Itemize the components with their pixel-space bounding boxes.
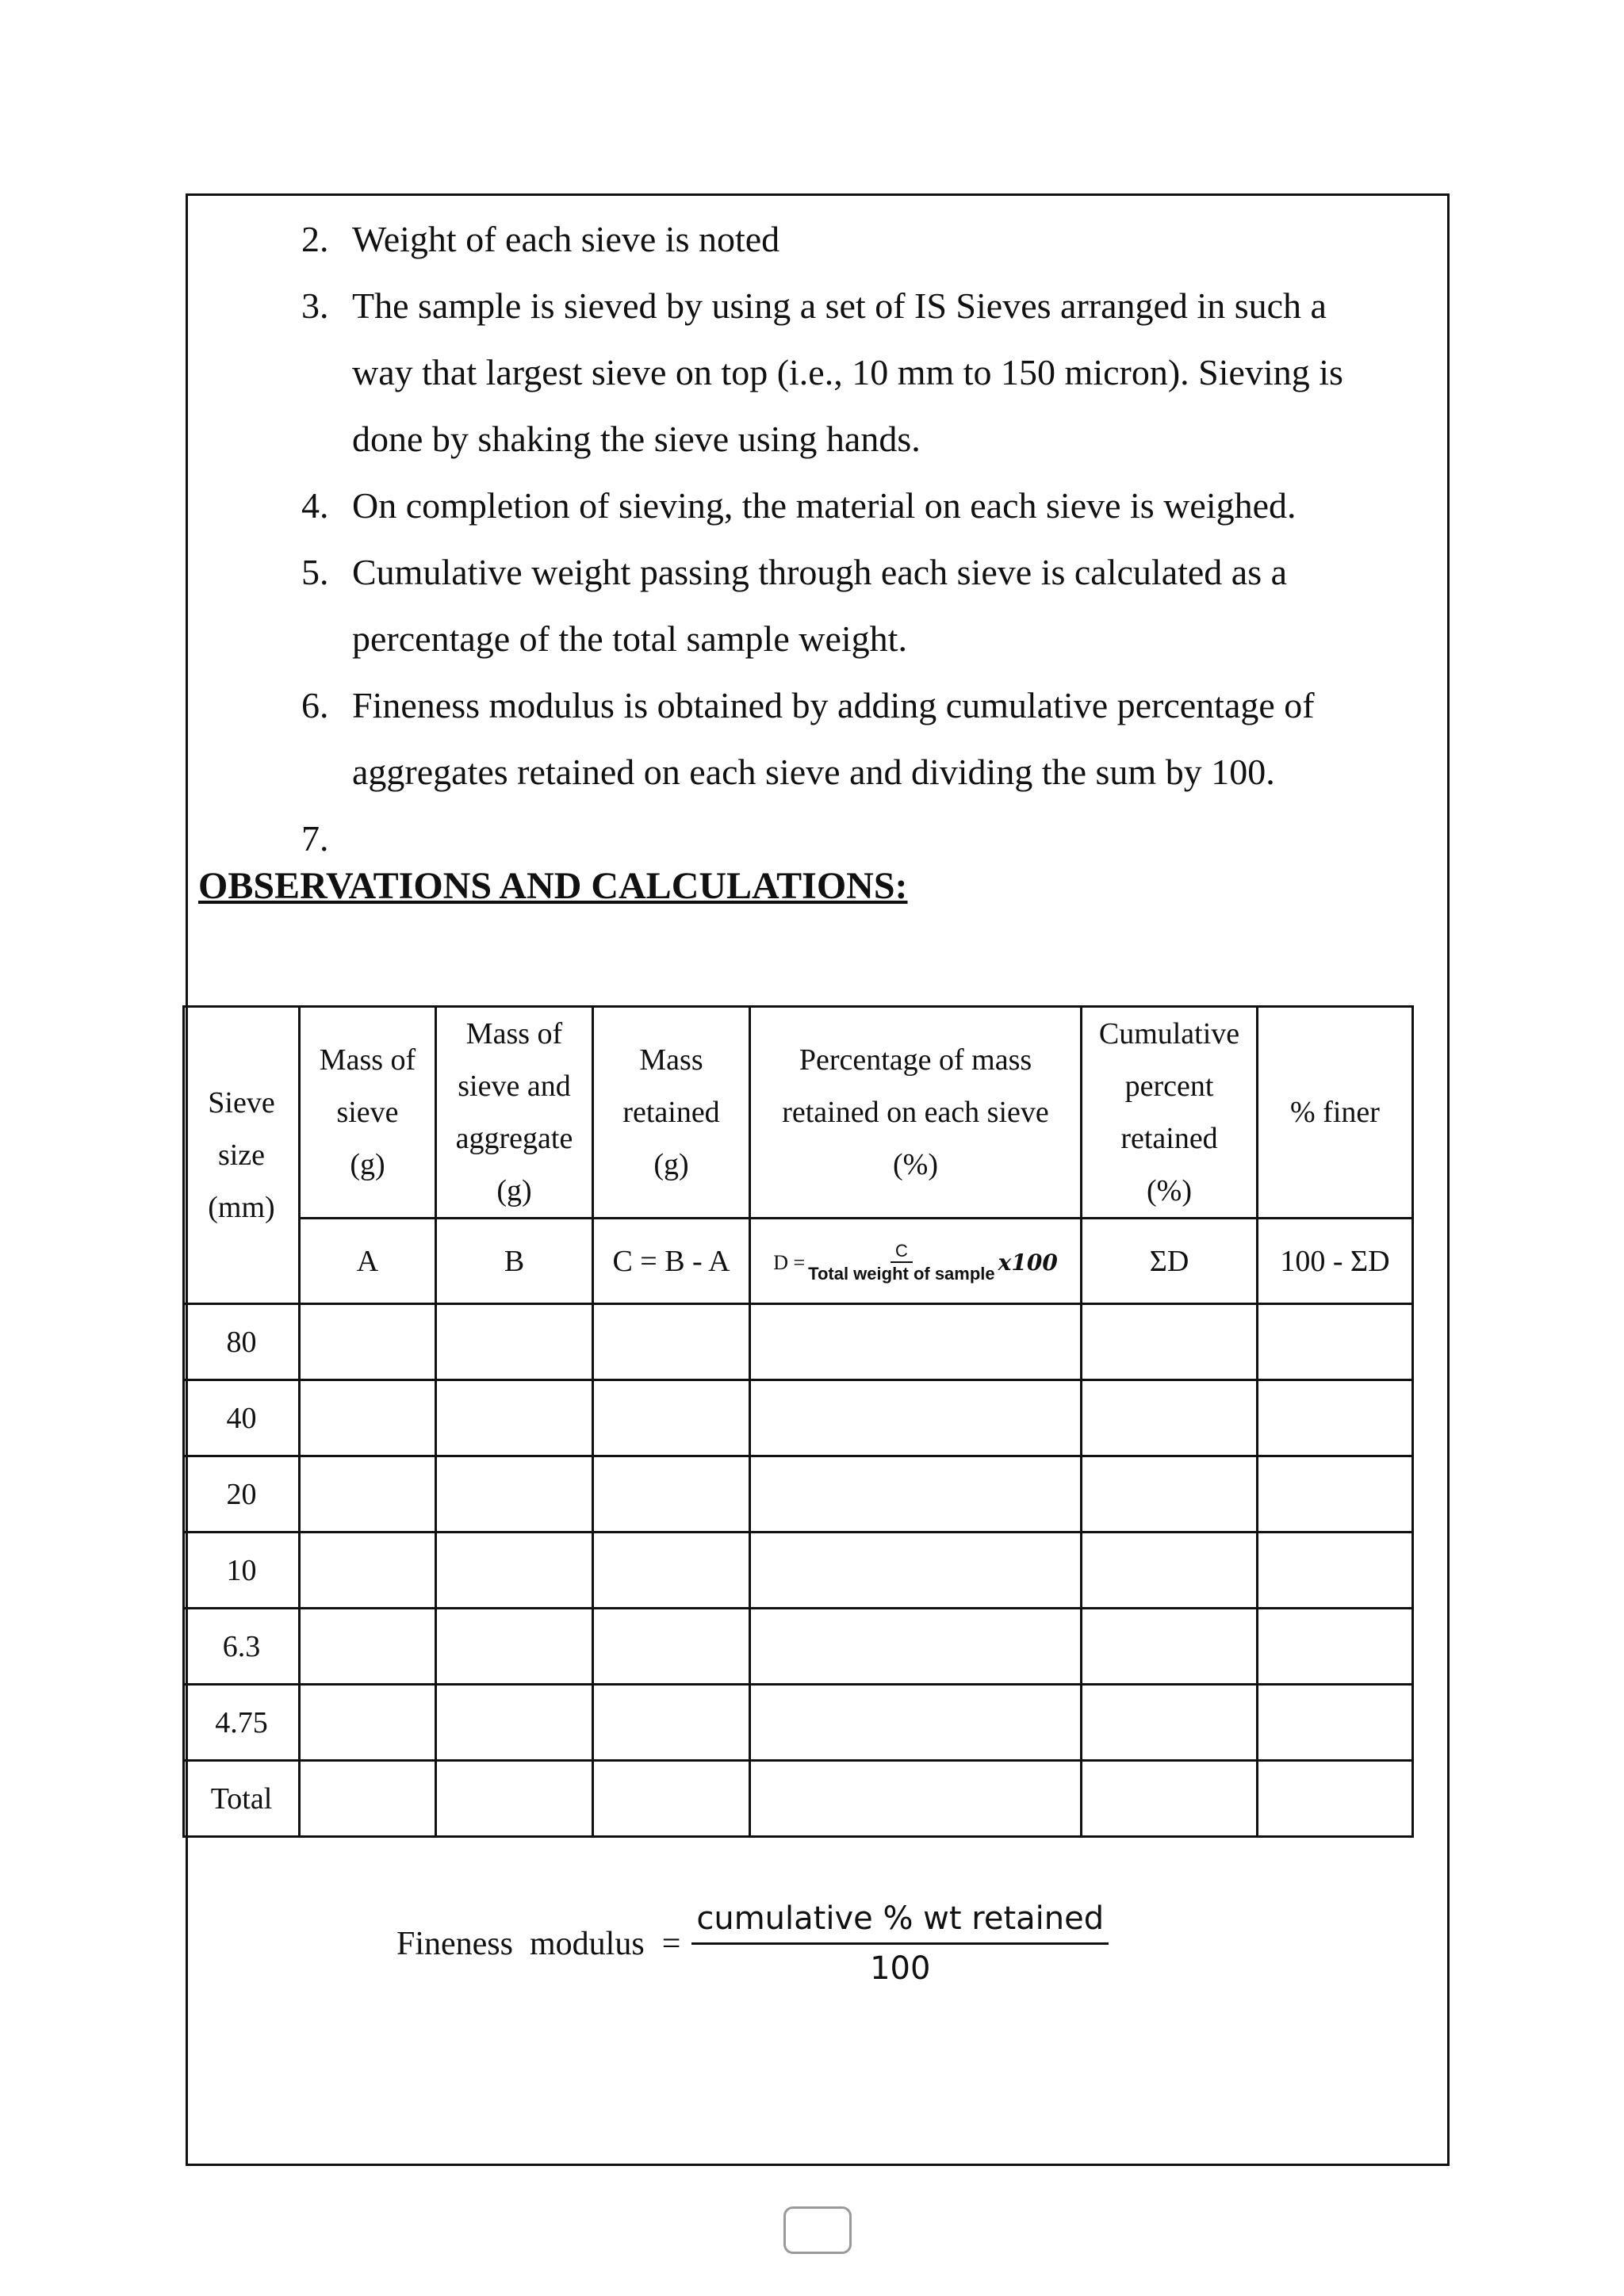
procedure-step bbox=[301, 672, 1427, 806]
input-cell[interactable] bbox=[750, 1533, 1082, 1609]
header-row bbox=[184, 1007, 1413, 1219]
header-mass-sieve-aggregate bbox=[436, 1007, 593, 1219]
header-mass-retained bbox=[593, 1007, 750, 1219]
procedure-step bbox=[301, 539, 1427, 672]
header-line: (g) bbox=[350, 1148, 385, 1181]
section-heading: OBSERVATIONS AND CALCULATIONS: bbox=[198, 865, 908, 907]
step-line: The sample is sieved by using a set of IS Sieves arranged in such a bbox=[352, 285, 1327, 326]
input-cell[interactable] bbox=[1258, 1380, 1413, 1456]
sieve-size-cell: 6.3 bbox=[184, 1609, 300, 1685]
step-line: Cumulative weight passing through each sieve is calculated as a bbox=[352, 552, 1288, 592]
step-text bbox=[352, 206, 1427, 273]
header-line: (g) bbox=[496, 1174, 532, 1207]
input-cell[interactable] bbox=[300, 1533, 436, 1609]
header-mass-of-sieve bbox=[300, 1007, 436, 1219]
d-fraction bbox=[808, 1241, 995, 1285]
input-cell[interactable] bbox=[593, 1761, 750, 1837]
header-line: sieve bbox=[336, 1096, 399, 1129]
input-cell[interactable] bbox=[1258, 1304, 1413, 1380]
input-cell[interactable] bbox=[436, 1533, 593, 1609]
step-number: 7. bbox=[301, 818, 329, 859]
step-number: 4. bbox=[301, 485, 329, 526]
table-row bbox=[184, 1533, 1413, 1609]
input-cell[interactable] bbox=[750, 1761, 1082, 1837]
header-line: retained bbox=[1120, 1122, 1218, 1155]
header-line: (mm) bbox=[208, 1191, 275, 1224]
input-cell[interactable] bbox=[1082, 1456, 1258, 1533]
header-sieve-size bbox=[184, 1007, 300, 1304]
step-line: Fineness modulus is obtained by adding cumulative percentage of bbox=[352, 685, 1315, 725]
header-line: (%) bbox=[1147, 1174, 1192, 1207]
symbol-sum-d: ΣD bbox=[1082, 1219, 1258, 1304]
input-cell[interactable] bbox=[1082, 1533, 1258, 1609]
input-cell[interactable] bbox=[1082, 1380, 1258, 1456]
table-row bbox=[184, 1456, 1413, 1533]
input-cell[interactable] bbox=[1082, 1304, 1258, 1380]
symbol-a: A bbox=[300, 1219, 436, 1304]
step-text bbox=[352, 273, 1427, 473]
fineness-numerator: cumulative % wt retained bbox=[691, 1895, 1109, 1945]
total-label-cell: Total bbox=[184, 1761, 300, 1837]
header-line: Cumulative bbox=[1098, 1017, 1240, 1050]
step-text bbox=[352, 539, 1427, 672]
input-cell[interactable] bbox=[436, 1685, 593, 1761]
page-number-box bbox=[783, 2206, 852, 2254]
table-row bbox=[184, 1304, 1413, 1380]
step-line: On completion of sieving, the material on each sieve is weighed. bbox=[352, 485, 1297, 526]
input-cell[interactable] bbox=[436, 1456, 593, 1533]
d-multiplier: x100 bbox=[998, 1249, 1058, 1276]
fineness-modulus-formula bbox=[396, 1895, 1109, 1992]
input-cell[interactable] bbox=[300, 1685, 436, 1761]
input-cell[interactable] bbox=[750, 1685, 1082, 1761]
header-cumulative-percent bbox=[1082, 1007, 1258, 1219]
sieve-size-cell: 10 bbox=[184, 1533, 300, 1609]
input-cell[interactable] bbox=[300, 1609, 436, 1685]
step-number: 2. bbox=[301, 219, 329, 259]
symbol-row bbox=[184, 1219, 1413, 1304]
symbol-b: B bbox=[436, 1219, 593, 1304]
step-text bbox=[352, 672, 1427, 806]
step-line: percentage of the total sample weight. bbox=[352, 618, 907, 659]
input-cell[interactable] bbox=[750, 1456, 1082, 1533]
procedure-steps-list bbox=[301, 206, 1427, 872]
input-cell[interactable] bbox=[300, 1761, 436, 1837]
input-cell[interactable] bbox=[750, 1609, 1082, 1685]
header-line: (g) bbox=[653, 1148, 689, 1181]
header-line: % finer bbox=[1290, 1096, 1380, 1129]
input-cell[interactable] bbox=[593, 1685, 750, 1761]
fineness-fraction bbox=[691, 1895, 1109, 1992]
symbol-c: C = B - A bbox=[593, 1219, 750, 1304]
input-cell[interactable] bbox=[1258, 1609, 1413, 1685]
procedure-step bbox=[301, 473, 1427, 539]
header-line: (%) bbox=[893, 1148, 938, 1181]
input-cell[interactable] bbox=[1258, 1456, 1413, 1533]
sieve-size-cell: 4.75 bbox=[184, 1685, 300, 1761]
input-cell[interactable] bbox=[1258, 1685, 1413, 1761]
equals-sign: = bbox=[661, 1925, 681, 1962]
header-percentage-mass bbox=[750, 1007, 1082, 1219]
header-line: size bbox=[217, 1138, 266, 1172]
header-line: Mass of bbox=[465, 1017, 563, 1050]
step-number: 5. bbox=[301, 552, 329, 592]
d-numerator: C bbox=[891, 1241, 913, 1263]
sieve-size-cell: 80 bbox=[184, 1304, 300, 1380]
observation-table bbox=[182, 1005, 1414, 1838]
procedure-step bbox=[301, 806, 1427, 872]
header-line: percent bbox=[1124, 1070, 1214, 1103]
step-number: 3. bbox=[301, 285, 329, 326]
input-cell[interactable] bbox=[1082, 1609, 1258, 1685]
input-cell[interactable] bbox=[750, 1380, 1082, 1456]
input-cell[interactable] bbox=[593, 1609, 750, 1685]
input-cell[interactable] bbox=[436, 1380, 593, 1456]
step-text bbox=[352, 806, 1427, 872]
procedure-step bbox=[301, 206, 1427, 273]
step-text bbox=[352, 473, 1427, 539]
input-cell[interactable] bbox=[593, 1304, 750, 1380]
sieve-size-cell: 40 bbox=[184, 1380, 300, 1456]
input-cell[interactable] bbox=[300, 1456, 436, 1533]
input-cell[interactable] bbox=[300, 1380, 436, 1456]
input-cell[interactable] bbox=[1082, 1761, 1258, 1837]
d-denominator: Total weight of sample bbox=[808, 1263, 995, 1284]
header-line: sieve and bbox=[458, 1070, 571, 1103]
input-cell[interactable] bbox=[750, 1304, 1082, 1380]
step-line: aggregates retained on each sieve and dividing the sum by 100. bbox=[352, 752, 1275, 792]
input-cell[interactable] bbox=[436, 1761, 593, 1837]
input-cell[interactable] bbox=[593, 1380, 750, 1456]
input-cell[interactable] bbox=[593, 1533, 750, 1609]
input-cell[interactable] bbox=[436, 1304, 593, 1380]
fineness-denominator: 100 bbox=[870, 1950, 931, 1987]
step-line: Weight of each sieve is noted bbox=[352, 219, 780, 259]
step-number: 6. bbox=[301, 685, 329, 725]
table-row-total bbox=[184, 1761, 1413, 1837]
procedure-step bbox=[301, 273, 1427, 473]
input-cell[interactable] bbox=[593, 1456, 750, 1533]
table-row bbox=[184, 1685, 1413, 1761]
header-line: Mass of bbox=[319, 1043, 416, 1077]
header-line: Percentage of mass bbox=[799, 1043, 1032, 1077]
d-prefix: D = bbox=[773, 1250, 806, 1274]
d-formula bbox=[773, 1237, 1058, 1289]
input-cell[interactable] bbox=[1258, 1761, 1413, 1837]
input-cell[interactable] bbox=[1258, 1533, 1413, 1609]
header-line: aggregate bbox=[455, 1122, 573, 1155]
table-row bbox=[184, 1609, 1413, 1685]
header-line: Sieve bbox=[208, 1086, 275, 1119]
sieve-size-cell: 20 bbox=[184, 1456, 300, 1533]
header-line: Mass bbox=[639, 1043, 703, 1077]
step-line: way that largest sieve on top (i.e., 10 mm to 150 micron). Sieving is bbox=[352, 352, 1343, 392]
input-cell[interactable] bbox=[436, 1609, 593, 1685]
table-row bbox=[184, 1380, 1413, 1456]
symbol-d-formula bbox=[750, 1219, 1082, 1304]
header-percent-finer bbox=[1258, 1007, 1413, 1219]
input-cell[interactable] bbox=[1082, 1685, 1258, 1761]
input-cell[interactable] bbox=[300, 1304, 436, 1380]
step-line: done by shaking the sieve using hands. bbox=[352, 419, 921, 459]
fineness-label: Fineness modulus bbox=[396, 1925, 645, 1962]
symbol-finer: 100 - ΣD bbox=[1258, 1219, 1413, 1304]
header-line: retained bbox=[622, 1096, 720, 1129]
header-line: retained on each sieve bbox=[782, 1096, 1049, 1129]
